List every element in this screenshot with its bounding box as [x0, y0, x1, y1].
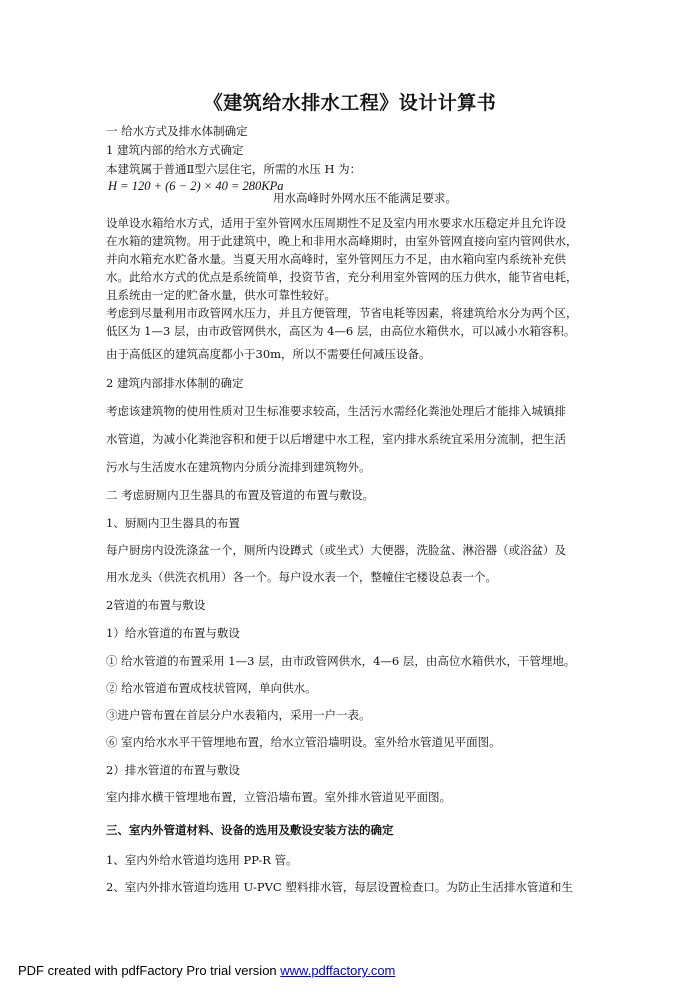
- subsection-heading: 2）排水管道的布置与敷设: [106, 763, 240, 777]
- list-item: ⑥ 室内给水水平干管埋地布置，给水立管沿墙明设。室外给水管道见平面图。: [106, 735, 501, 749]
- paragraph-line: 污水与生活废水在建筑物内分质分流排到建筑物外。: [106, 460, 371, 474]
- list-item: ② 给水管道布置成枝状管网，单向供水。: [106, 681, 317, 695]
- section-heading: 三、室内外管道材料、设备的选用及敷设安装方法的确定: [106, 823, 394, 837]
- paragraph-line: 由于高低区的建筑高度都小于30m，所以不需要任何减压设备。: [106, 347, 431, 361]
- footer-text: PDF created with pdfFactory Pro trial version: [18, 963, 281, 978]
- pressure-formula: H = 120 + (6 − 2) × 40 = 280KPa: [108, 179, 284, 193]
- paragraph-line: 水。此给水方式的优点是系统简单，投资节省，充分利用室外管网的压力供水，能节省电耗，: [106, 270, 578, 284]
- subsection-heading: 1、厨厕内卫生器具的布置: [106, 516, 240, 530]
- pdf-footer: [18, 963, 395, 978]
- section-heading: 一 给水方式及排水体制确定: [106, 124, 248, 138]
- subsection-heading: 1）给水管道的布置与敷设: [106, 626, 240, 640]
- paragraph-line: 且系统由一定的贮备水量，供水可靠性较好。: [106, 288, 336, 302]
- paragraph-line: 低区为 1—3 层，由市政管网供水，高区为 4—6 层，由高位水箱供水，可以减小水箱容积。: [106, 324, 576, 338]
- paragraph-line: 用水龙头（供洗衣机用）各一个。每户设水表一个，整幢住宅楼设总表一个。: [106, 570, 497, 584]
- subsection-heading: 2管道的布置与敷设: [106, 598, 206, 612]
- document-title: 《建筑给水排水工程》设计计算书: [203, 92, 497, 114]
- section-heading: 二 考虑厨厕内卫生器具的布置及管道的布置与敷设。: [106, 488, 375, 502]
- paragraph-line: 在水箱的建筑物。用于此建筑中，晚上和非用水高峰期时，由室外管网直接向室内管网供水，: [106, 234, 578, 248]
- list-item: ① 给水管道的布置采用 1—3 层，由市政管网供水，4—6 层，由高位水箱供水，干管埋地。: [106, 654, 576, 668]
- list-item: 1、室内外给水管道均选用 PP-R 管。: [106, 853, 298, 867]
- paragraph-line: 并向水箱充水贮备水量。当夏天用水高峰时，室外管网压力不足，由水箱向室内系统补充供: [106, 252, 566, 266]
- paragraph-line: 设单设水箱给水方式，适用于室外管网水压周期性不足及室内用水要求水压稳定并且允许设: [106, 216, 566, 230]
- paragraph-line: 每户厨房内设洗涤盆一个，厕所内设蹲式（或坐式）大便器，洗脸盆、淋浴器（或浴盆）及: [106, 543, 566, 557]
- list-item: 2、室内外排水管道均选用 U-PVC 塑料排水管，每层设置检查口。为防止生活排水管道和生: [106, 880, 573, 894]
- paragraph-line: 室内排水横干管埋地布置，立管沿墙布置。室外排水管道见平面图。: [106, 790, 451, 804]
- paragraph-line: 考虑到尽量利用市政管网水压力，并且方便管理，节省电耗等因素，将建筑给水分为两个区，: [106, 306, 578, 320]
- paragraph-line: 考虑该建筑物的使用性质对卫生标准要求较高，生活污水需经化粪池处理后才能排入城镇排: [106, 404, 566, 418]
- formula-note: 用水高峰时外网水压不能满足要求。: [273, 191, 457, 205]
- footer-link[interactable]: www.pdffactory.com: [280, 963, 396, 978]
- list-item: ③进户管布置在首层分户水表箱内，采用一户一表。: [106, 708, 371, 722]
- subsection-heading: 2 建筑内部排水体制的确定: [106, 376, 244, 390]
- paragraph-line: 水管道，为减小化粪池容积和便于以后增建中水工程，室内排水系统宜采用分流制，把生活: [106, 432, 566, 446]
- paragraph-line: 本建筑属于普通Ⅱ型六层住宅，所需的水压 H 为：: [106, 162, 362, 176]
- subsection-heading: 1 建筑内部的给水方式确定: [106, 143, 244, 157]
